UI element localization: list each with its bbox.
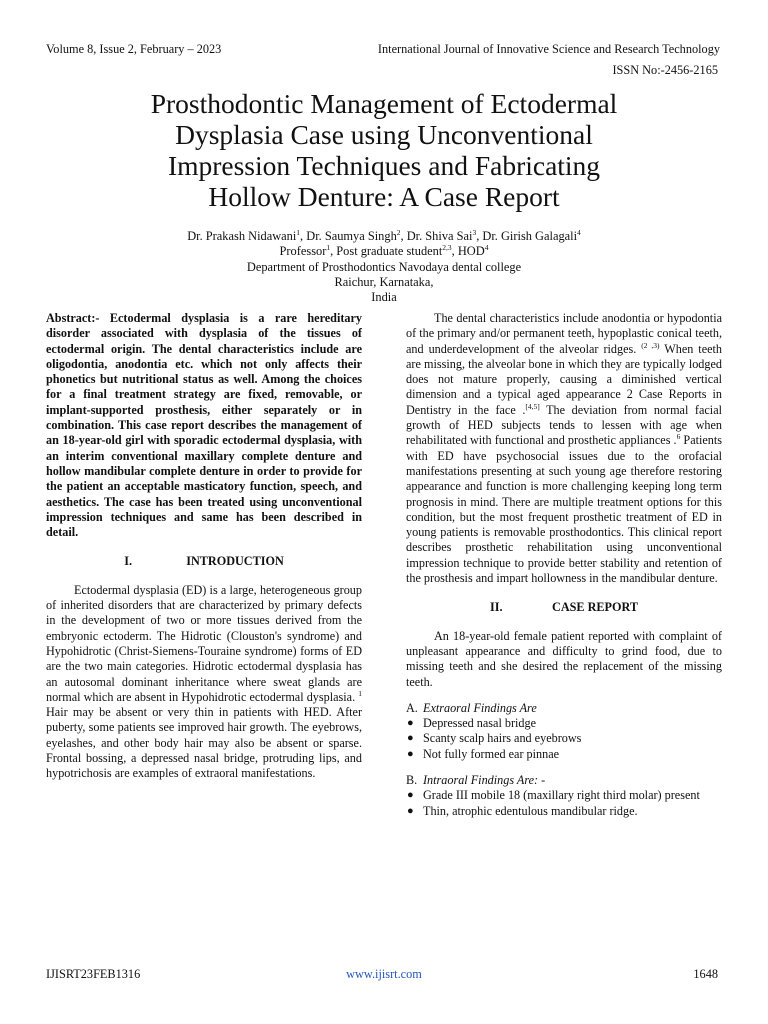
dental-characteristics-paragraph bbox=[406, 311, 722, 586]
list-item bbox=[406, 747, 722, 762]
section-title: CASE REPORT bbox=[552, 600, 638, 615]
subsection-title: Extraoral Findings Are bbox=[423, 700, 537, 715]
subsection-title: Intraoral Findings Are: - bbox=[423, 773, 546, 788]
title-line: Hollow Denture: A Case Report bbox=[208, 181, 560, 212]
affiliation-marker: 3 bbox=[472, 227, 477, 237]
extraoral-findings-list bbox=[406, 716, 722, 762]
bullet-icon: ● bbox=[407, 717, 414, 730]
city: Raichur, Karnataka, bbox=[334, 274, 434, 289]
case-report-paragraph: An 18-year-old female patient reported with complaint of unpleasant appearance and difficulty to grind food, due to missing teeth and she desired the replacement of the missing teeth. bbox=[406, 628, 722, 689]
author-role: Professor bbox=[279, 244, 327, 259]
bullet-icon: ● bbox=[407, 789, 414, 802]
bullet-icon: ● bbox=[407, 804, 414, 817]
title-line: Dysplasia Case using Unconventional bbox=[175, 119, 593, 150]
abstract: Abstract:- Ectodermal dysplasia is a rare hereditary disorder associated with dysplasia of the tissues of ectodermal origin. The dental characteristics include are oligodontia, anodontia etc. which not only affects their phonetics but nutritional status as well. Among the choices for a final treatment strategy are fixed, removable, or implant-supported prosthesis, either separately or in combination. This case report describes the management of an 18-year-old girl with sporadic ectodermal dysplasia, with an interim conventional maxillary complete denture and hollow mandibular complete denture in order to provide for the patient an acceptable masticatory function, speech, and aesthetics. The case has been treated using unconventional impression techniques and same has been described in detail. bbox=[46, 311, 362, 540]
affiliation-marker: 2 bbox=[396, 227, 401, 237]
list-item-text: Thin, atrophic edentulous mandibular ridge. bbox=[423, 803, 638, 818]
paragraph-text: Patients with ED have psychosocial issues due to the orofacial manifestations presenting at such young age therefore restoring appearance and function is more challenging keeping long term prognosis in mind. There are multiple treatment options for this condition, but the most frequent prosthetic treatment of ED in young patients is removable prosthodontics. This clinical report describes prosthetic rehabilitation using unconventional impression technique to provide better stability and retention of the prosthesis and impart hollowness in the mandibular denture. bbox=[406, 433, 723, 586]
list-item-text: Grade III mobile 18 (maxillary right third molar) present bbox=[423, 788, 700, 803]
page-number: 1648 bbox=[693, 967, 718, 981]
list-item-text: Depressed nasal bridge bbox=[423, 716, 537, 731]
paragraph-text: The dental characteristics include anodontia or hypodontia of the primary and/or permanent teeth, hypoplastic conical teeth, and underdevelopment of the alveolar ridges. bbox=[406, 311, 722, 356]
section-heading-case-report bbox=[406, 600, 722, 615]
list-item bbox=[406, 788, 722, 803]
journal-website-link[interactable]: www.ijisrt.com bbox=[346, 967, 422, 981]
author-role: , Post graduate student bbox=[330, 244, 443, 259]
right-column bbox=[406, 311, 722, 819]
subheading-intraoral-findings bbox=[406, 773, 722, 788]
paragraph-text: Ectodermal dysplasia (ED) is a large, heterogeneous group of inherited disorders that are characterized by primary defects in the development of two or more tissues derived from the embryonic ectoderm. The Hidrotic (Clouston's syndrome) and Hypohidrotic (Christ-Siemens-Touraine syndrome) forms of ED are the two main categories. Hidrotic ectodermal dysplasia has an autosomal dominant inheritance where sweat glands are normal which are absent in Hypohidrotic ectodermal dysplasia. bbox=[46, 582, 362, 704]
title-line: Impression Techniques and Fabricating bbox=[167, 150, 601, 181]
department: Department of Prosthodontics Navodaya dental college bbox=[246, 259, 522, 274]
author-roles bbox=[100, 244, 668, 259]
paragraph-text: The deviation from normal facial growth of HED subjects tends to lessen with age when rehabilitated with functional and prosthetic appliances . bbox=[406, 402, 722, 448]
journal-name: International Journal of Innovative Science and Research Technology bbox=[377, 42, 720, 56]
paragraph-text: When teeth are missing, the alveolar bone in which they are typically lodged does not mature properly, causing a diminished vertical dimension and a typical aged appearance 2 Case Reports in Dentistry in the face . bbox=[406, 341, 722, 417]
section-title: INTRODUCTION bbox=[186, 554, 284, 569]
author-name: , Dr. Saumya Singh bbox=[300, 229, 397, 243]
list-item bbox=[406, 731, 722, 746]
author-role: , HOD bbox=[451, 244, 485, 259]
author-name: , Dr. Shiva Sai bbox=[400, 229, 473, 243]
citation-marker: [4,5] bbox=[525, 401, 540, 411]
affiliation-marker: 2,3 bbox=[442, 243, 452, 253]
affiliation-marker: 1 bbox=[296, 227, 301, 237]
citation-marker: (2 ,3) bbox=[641, 340, 660, 350]
citation-marker: 6 bbox=[676, 432, 681, 442]
author-names bbox=[100, 229, 668, 244]
list-item-text: Scanty scalp hairs and eyebrows bbox=[423, 731, 582, 746]
author-name: Dr. Prakash Nidawani bbox=[187, 229, 297, 243]
intraoral-findings-list bbox=[406, 788, 722, 819]
affiliation-marker: 1 bbox=[326, 243, 331, 253]
section-heading-introduction bbox=[46, 554, 362, 569]
bullet-icon: ● bbox=[407, 747, 414, 760]
author-name: , Dr. Girish Galagali bbox=[476, 229, 578, 243]
subsection-number: A. bbox=[406, 700, 418, 715]
list-item-text: Not fully formed ear pinnae bbox=[423, 746, 560, 761]
paper-id: IJISRT23FEB1316 bbox=[46, 967, 141, 981]
subheading-extraoral-findings bbox=[406, 701, 722, 716]
title-line: Prosthodontic Management of Ectodermal bbox=[150, 88, 618, 119]
journal-volume-issue: Volume 8, Issue 2, February – 2023 bbox=[46, 42, 222, 56]
list-item bbox=[406, 804, 722, 819]
author-block bbox=[100, 229, 668, 305]
subsection-number: B. bbox=[406, 773, 418, 788]
list-item bbox=[406, 716, 722, 731]
affiliation-marker: 4 bbox=[484, 243, 489, 253]
citation-marker: 1 bbox=[358, 688, 362, 698]
affiliation-marker: 4 bbox=[577, 227, 581, 237]
section-number: II. bbox=[490, 600, 503, 615]
section-number: I. bbox=[124, 554, 133, 569]
paper-title bbox=[90, 88, 678, 212]
country: India bbox=[371, 290, 397, 305]
paragraph-text: Hair may be absent or very thin in patients with HED. After puberty, some patients see improved hair growth. The eyebrows, eyelashes, and other body hair may also be absent or sparse. Frontal bossing, a depressed nasal bridge, protruding lips, and hypotrichosis are examples of extraoral manifestations. bbox=[46, 705, 362, 781]
bullet-icon: ● bbox=[407, 732, 414, 745]
issn-number: ISSN No:-2456-2165 bbox=[612, 63, 718, 77]
left-column bbox=[46, 311, 362, 782]
introduction-paragraph bbox=[46, 583, 362, 782]
